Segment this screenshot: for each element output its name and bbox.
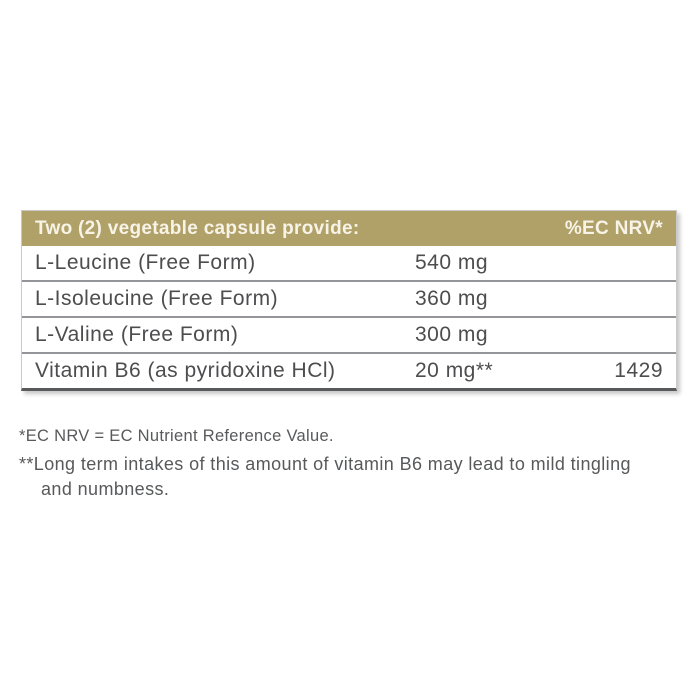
table-header-row [22,211,676,246]
nutrient-nrv: 1429 [614,359,663,382]
table-row [22,280,676,316]
table-row [22,246,676,280]
serving-header-label: Two (2) vegetable capsule provide: [35,217,360,239]
footnote-b6-warning: **Long term intakes of this amount of vitamin B6 may lead to mild tingling and numbness. [19,454,631,499]
nutrient-amount: 20 mg** [415,359,494,382]
footnote-nrv-definition: *EC NRV = EC Nutrient Reference Value. [19,427,334,445]
nrv-column-header: %EC NRV* [564,217,663,239]
table-row [22,316,676,352]
nutrient-name: Vitamin B6 (as pyridoxine HCl) [35,359,336,382]
nutrient-name: L-Leucine (Free Form) [35,251,256,274]
supplement-facts-table [21,210,677,391]
nutrient-amount: 360 mg [415,287,489,310]
table-row [22,352,676,388]
nutrient-name: L-Isoleucine (Free Form) [35,287,279,310]
nutrient-amount: 300 mg [415,323,489,346]
nutrient-amount: 540 mg [415,251,489,274]
nutrient-name: L-Valine (Free Form) [35,323,239,346]
